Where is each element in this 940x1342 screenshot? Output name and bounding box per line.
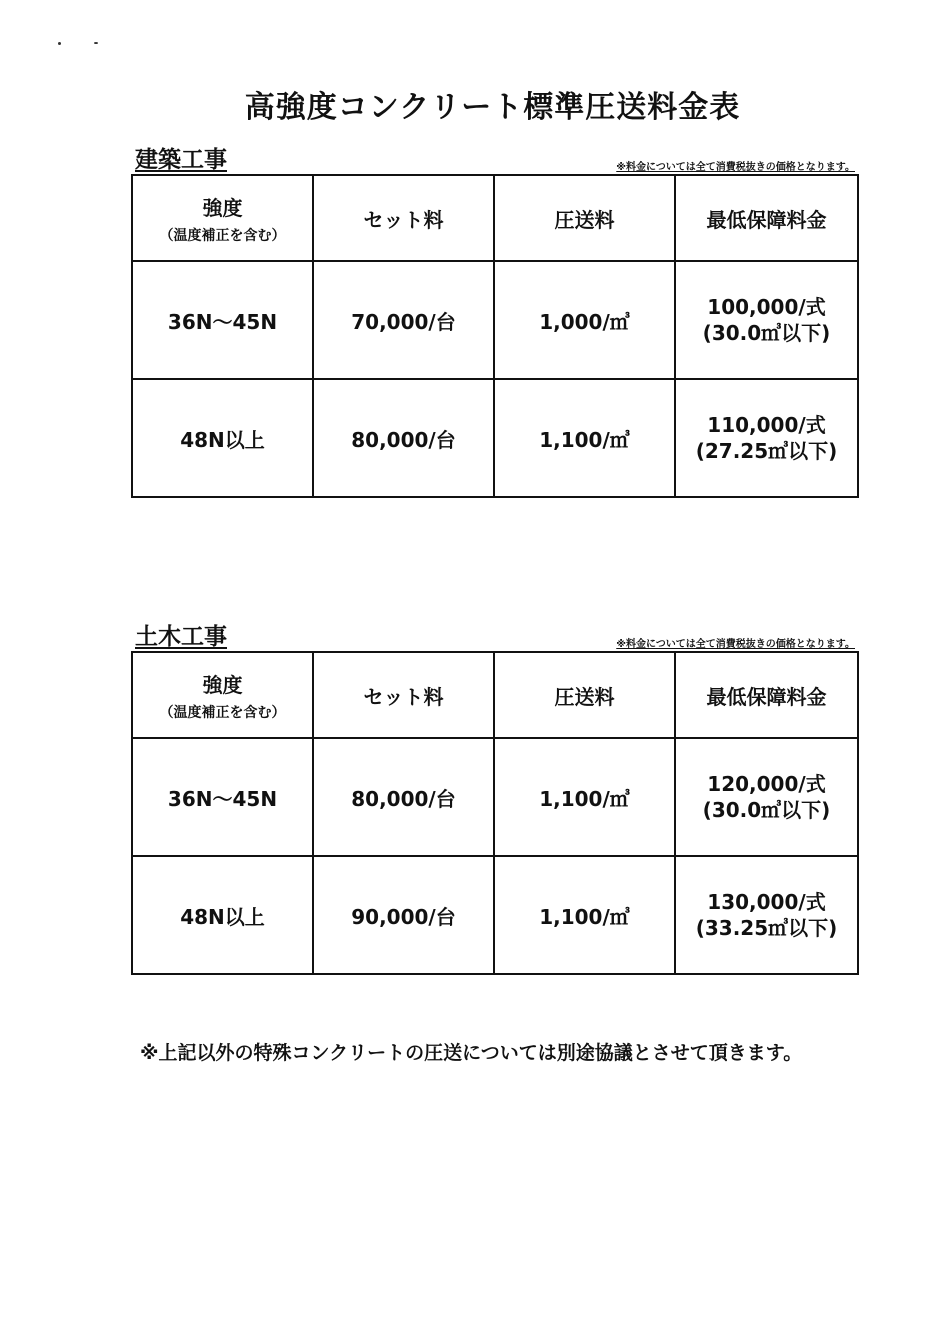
document-title: 高強度コンクリート標準圧送料金表 — [244, 90, 741, 125]
cell-strength: 36N～45N — [132, 738, 313, 856]
cell-pump-fee: 1,100/㎥ — [494, 856, 675, 974]
scan-speck — [94, 42, 98, 44]
header-strength — [132, 652, 313, 738]
min-fee-volume: (33.25㎥以下) — [695, 916, 838, 940]
min-fee-volume: (30.0㎥以下) — [702, 798, 831, 822]
header-strength-sub: （温度補正を含む） — [159, 227, 286, 244]
cell-min-fee — [675, 379, 858, 497]
section-architecture — [131, 148, 857, 498]
header-set-fee: セット料 — [313, 652, 494, 738]
header-strength — [132, 175, 313, 261]
header-strength-label: 強度 — [202, 672, 243, 697]
scan-speck — [58, 42, 61, 45]
cell-set-fee: 80,000/台 — [313, 738, 494, 856]
cell-min-fee — [675, 856, 858, 974]
tax-note: ※料金については全て消費税抜きの価格となります。 — [616, 162, 855, 173]
table-row — [132, 738, 858, 856]
table-row — [132, 379, 858, 497]
cell-strength: 36N～45N — [132, 261, 313, 379]
min-fee-volume: (27.25㎥以下) — [695, 439, 838, 463]
cell-set-fee: 70,000/台 — [313, 261, 494, 379]
cell-set-fee: 90,000/台 — [313, 856, 494, 974]
cell-set-fee: 80,000/台 — [313, 379, 494, 497]
cell-min-fee — [675, 261, 858, 379]
header-pump-fee: 圧送料 — [494, 175, 675, 261]
min-fee-amount: 130,000/式 — [707, 890, 826, 914]
section-header — [131, 625, 857, 651]
min-fee-amount: 110,000/式 — [707, 413, 826, 437]
section-title: 土木工事 — [135, 624, 227, 650]
table-header-row — [132, 652, 858, 738]
cell-pump-fee: 1,000/㎥ — [494, 261, 675, 379]
cell-pump-fee: 1,100/㎥ — [494, 379, 675, 497]
cell-min-fee — [675, 738, 858, 856]
cell-strength: 48N以上 — [132, 856, 313, 974]
tax-note: ※料金については全て消費税抜きの価格となります。 — [616, 639, 855, 650]
table-header-row — [132, 175, 858, 261]
table-row — [132, 856, 858, 974]
footnote: ※上記以外の特殊コンクリートの圧送については別途協議とさせて頂きます。 — [140, 1042, 803, 1064]
min-fee-amount: 120,000/式 — [707, 772, 826, 796]
section-civil-engineering — [131, 625, 857, 975]
header-min-fee: 最低保障料金 — [675, 175, 858, 261]
header-min-fee: 最低保障料金 — [675, 652, 858, 738]
header-strength-sub: （温度補正を含む） — [159, 704, 286, 721]
price-table — [131, 651, 859, 975]
section-header — [131, 148, 857, 174]
header-strength-label: 強度 — [202, 195, 243, 220]
min-fee-amount: 100,000/式 — [707, 295, 826, 319]
section-title: 建築工事 — [135, 147, 227, 173]
table-row — [132, 261, 858, 379]
cell-strength: 48N以上 — [132, 379, 313, 497]
price-table — [131, 174, 859, 498]
cell-pump-fee: 1,100/㎥ — [494, 738, 675, 856]
header-pump-fee: 圧送料 — [494, 652, 675, 738]
min-fee-volume: (30.0㎥以下) — [702, 321, 831, 345]
header-set-fee: セット料 — [313, 175, 494, 261]
